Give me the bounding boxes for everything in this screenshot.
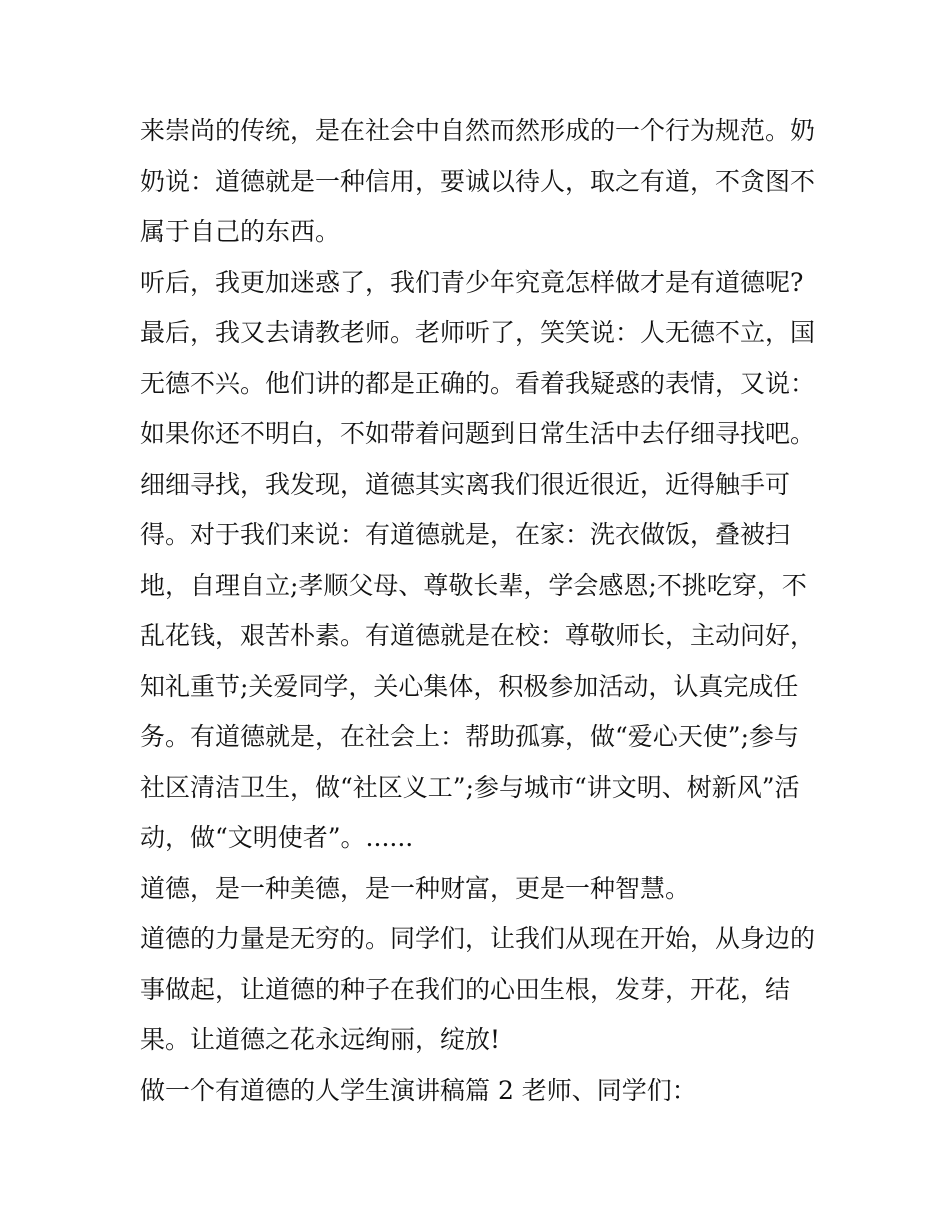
text-line: 无德不兴。他们讲的都是正确的。看着我疑惑的表情，又说： <box>140 368 816 398</box>
text-line: 动，做“文明使者”。...... <box>140 823 414 852</box>
text-line: 奶说：道德就是一种信用，要诚以待人，取之有道，不贪图不 <box>140 166 816 196</box>
text-line: 得。对于我们来说：有道德就是，在家：洗衣做饭，叠被扫 <box>140 520 791 549</box>
text-line: 来崇尚的传统，是在社会中自然而然形成的一个行为规范。奶 <box>140 116 816 145</box>
text-line: 听后，我更加迷惑了，我们青少年究竟怎样做才是有道德呢? <box>140 267 804 297</box>
text-line: 乱花钱，艰苦朴素。有道德就是在校：尊敬师长，主动问好， <box>140 621 816 650</box>
text-line: 事做起，让道德的种子在我们的心田生根，发芽，开花，结 <box>140 974 791 1004</box>
text-line: 细细寻找，我发现，道德其实离我们很近很近，近得触手可 <box>140 469 791 499</box>
text-line: 道德，是一种美德，是一种财富，更是一种智慧。 <box>140 873 691 903</box>
text-line: 道德的力量是无穷的。同学们，让我们从现在开始，从身边的 <box>140 924 816 953</box>
heading-line: 做一个有道德的人学生演讲稿篇 2 老师、同学们： <box>140 1075 697 1105</box>
text-line: 如果你还不明白，不如带着问题到日常生活中去仔细寻找吧。 <box>140 419 816 448</box>
text-line: 务。有道德就是，在社会上：帮助孤寡，做“爱心天使”;参与 <box>140 722 799 751</box>
text-line: 属于自己的东西。 <box>140 217 341 246</box>
text-line: 社区清洁卫生，做“社区义工”;参与城市“讲文明、树新风”活 <box>140 772 800 802</box>
text-line: 知礼重节;关爱同学，关心集体，积极参加活动，认真完成任 <box>140 671 799 701</box>
text-line: 最后，我又去请教老师。老师听了，笑笑说：人无德不立，国 <box>140 318 816 347</box>
text-line: 地，自理自立;孝顺父母、尊敬长辈，学会感恩;不挑吃穿，不 <box>140 570 807 600</box>
text-line: 果。让道德之花永远绚丽，绽放! <box>140 1025 501 1054</box>
document-body <box>140 106 820 1116</box>
